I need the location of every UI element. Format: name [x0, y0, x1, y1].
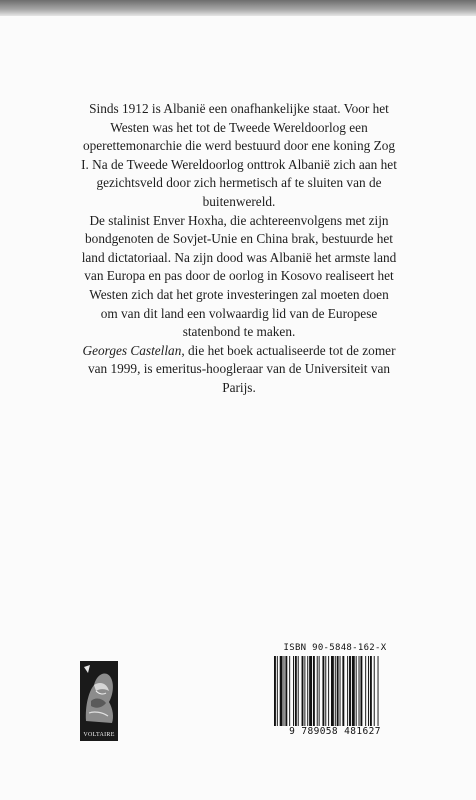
publisher-logo: [80, 661, 118, 741]
isbn-number: ISBN 90-5848-162-X: [283, 643, 387, 653]
barcode-bar: [322, 656, 324, 726]
barcode-bar: [368, 656, 369, 726]
barcode-bar: [360, 656, 362, 726]
top-shadow-band: [0, 0, 476, 16]
barcode-bar: [352, 656, 355, 726]
barcode-bar: [274, 656, 276, 726]
barcode-bar: [313, 656, 315, 726]
barcode-bars: [272, 656, 398, 726]
barcode-bar: [359, 656, 360, 726]
barcode-bar: [356, 656, 357, 726]
author-bio-text: , die het boek actualiseerde tot de zomer van 1999, is emeritus-hoogleraar van de Universiteit van Parijs.: [87, 342, 396, 395]
barcode-bar: [302, 656, 304, 726]
barcode-bar: [309, 656, 312, 726]
barcode-bar: [347, 656, 348, 726]
barcode-bar: [349, 656, 351, 726]
barcode-bar: [335, 656, 336, 726]
barcode-bar: [374, 656, 375, 726]
barcode-bar: [342, 656, 344, 726]
barcode-bar: [337, 656, 339, 726]
barcode-bar: [319, 656, 320, 726]
barcode-bar: [280, 656, 283, 726]
voltaire-portrait-logo-icon: [80, 661, 118, 731]
barcode-bar: [325, 656, 326, 726]
barcode-bar: [328, 656, 329, 726]
barcode-bar: [298, 656, 299, 726]
barcode-bar: [340, 656, 341, 726]
author-name: Georges Castellan: [82, 342, 182, 358]
blurb-text: [80, 100, 398, 398]
barcode-bar: [289, 656, 290, 726]
barcode-bar: [277, 656, 278, 726]
barcode-bar: [317, 656, 318, 726]
barcode-bar: [307, 656, 308, 726]
barcode-block: [272, 643, 398, 738]
barcode-bar: [378, 656, 379, 726]
blurb-paragraph-2: De stalinist Enver Hoxha, die achtereenvolgens met zijn bondgenoten de Sovjet-Unie en China brak, bestuurde het land dictatoriaal. Na zijn dood was Albanië het armste land van Europa en pas door de oorlog in Kosovo realiseert het Westen zich dat het grote investeringen zal moeten doen om van dit land een volwaardig lid van de Europese statenbond te maken.: [81, 212, 397, 340]
publisher-name: VOLTAIRE: [83, 732, 115, 738]
barcode-bar: [295, 656, 297, 726]
author-bio: [80, 342, 398, 398]
barcode-bar: [285, 656, 287, 726]
barcode-bar: [365, 656, 366, 726]
blurb-paragraph-1: Sinds 1912 is Albanië een onafhankelijke staat. Voor het Westen was het tot de Tweede Wereldoorlog een operettemonarchie die werd bestuurd door ene koning Zog I. Na de Tweede Wereldoorlog onttrok Albanië zich aan het gezichtsveld door zich hermetisch af te sluiten van de buitenwereld.: [81, 101, 397, 209]
ean-number: 9 789058 481627: [289, 726, 381, 737]
barcode-bar: [331, 656, 334, 726]
barcode-bar: [370, 656, 372, 726]
barcode-bar: [304, 656, 305, 726]
barcode-bar: [293, 656, 294, 726]
barcode-bar: [284, 656, 285, 726]
